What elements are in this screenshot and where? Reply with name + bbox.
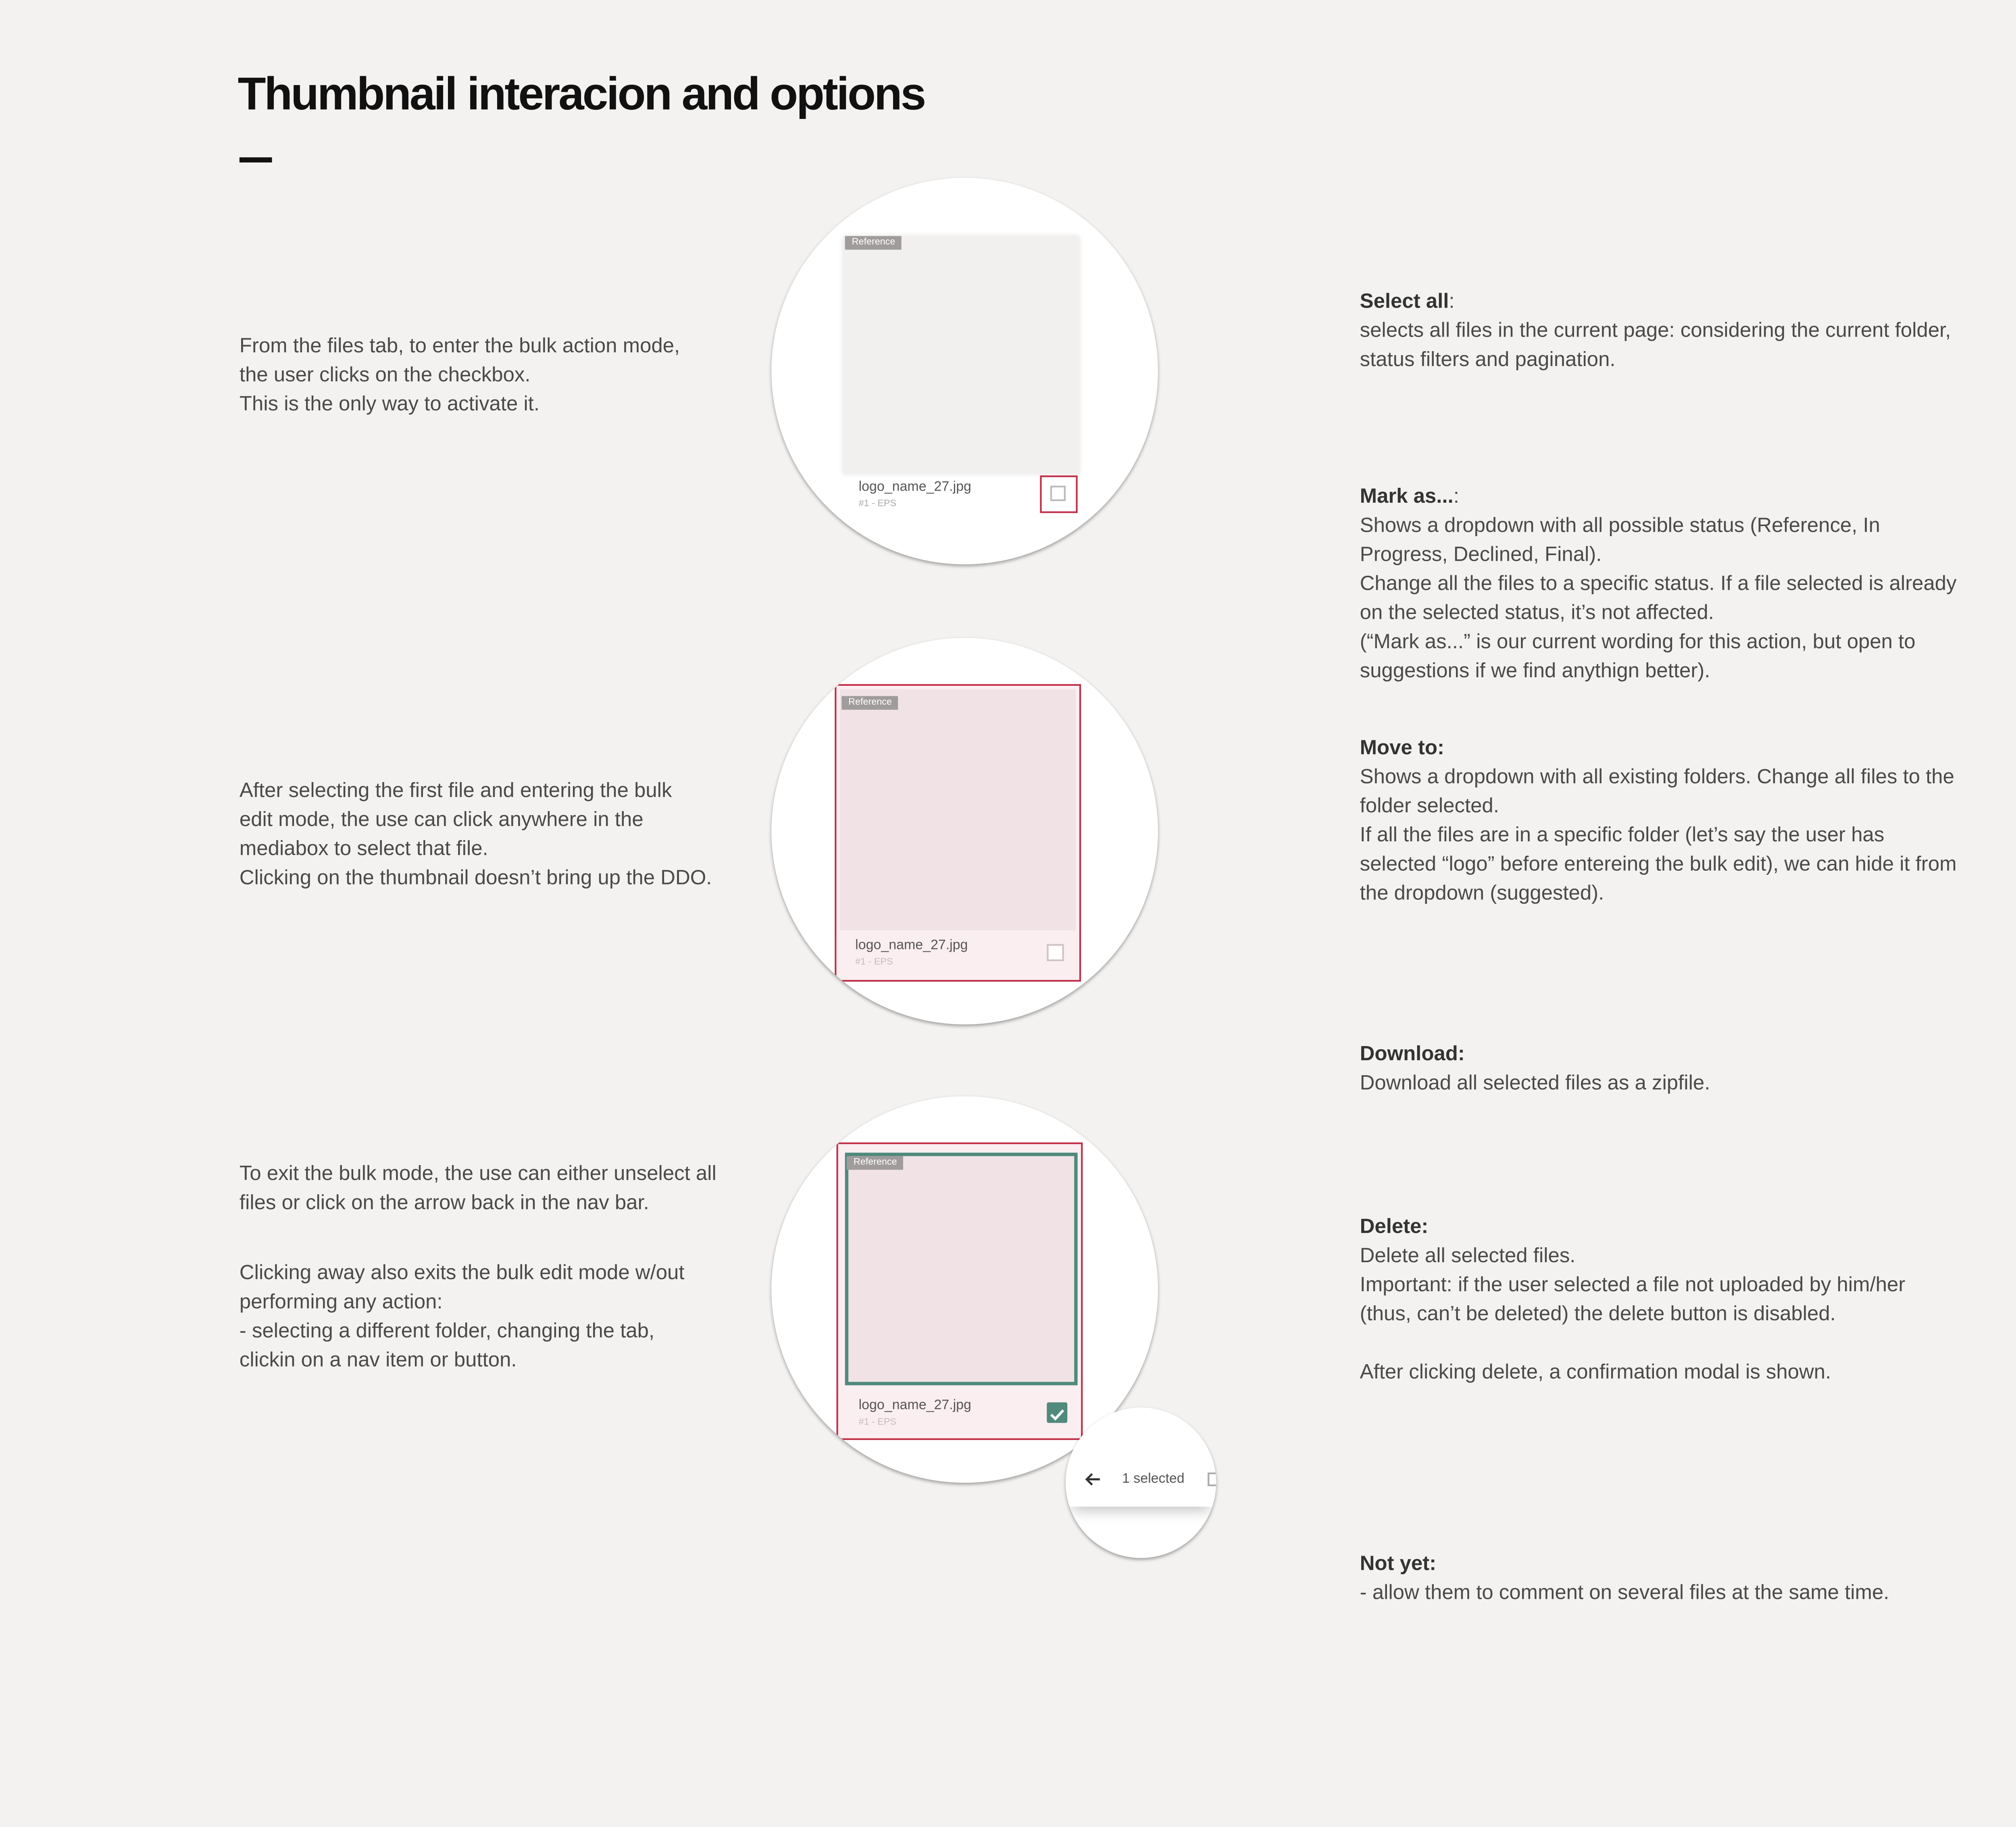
click-away-text: Clicking away also exits the bulk edit mode w/out performing any action: - selecting a different folder, changing the tab, clickin on a nav item or button. — [239, 1260, 685, 1372]
arrow-back-icon[interactable] — [1085, 1471, 1102, 1488]
delete-description — [1360, 1184, 1993, 1416]
file-name: logo_name_27.jpg — [858, 1397, 971, 1413]
not-yet-heading: Not yet: — [1360, 1551, 1437, 1575]
file-name: logo_name_27.jpg — [855, 937, 968, 953]
exit-bulk-text: To exit the bulk mode, the use can either unselect all files or click on the arrow back in the nav bar. — [239, 1161, 716, 1215]
thumbnail-image — [840, 689, 1076, 930]
bulk-mode-entry-text: From the files tab, to enter the bulk action mode, the user clicks on the checkbox. This is the only way to activate it. — [239, 333, 680, 416]
status-tag: Reference — [847, 1156, 904, 1170]
heading-colon: : — [1449, 289, 1455, 313]
selected-count: 1 selected — [1122, 1471, 1185, 1486]
delete-body: Delete all selected files. Important: if the user selected a file not uploaded by him/her (thus, can’t be deleted) the delete button is disabled. After clicking delete, a confirmation modal is shown. — [1360, 1243, 1906, 1384]
select-all-heading: Select all — [1360, 289, 1449, 313]
download-description — [1360, 1011, 1993, 1127]
checkbox-highlight — [1040, 475, 1077, 513]
select-all-checkbox-partial[interactable] — [1208, 1473, 1216, 1486]
move-to-body: Shows a dropdown with all existing folders. Change all files to the folder selected. If all the files are in a specific folder (let’s say the user has selected “logo” before entereing the bulk edit), we can hide it from the dropdown (suggested). — [1360, 764, 1957, 905]
thumbnail-bulk-hover-zoom — [771, 638, 1158, 1024]
select-all-description — [1360, 258, 1993, 404]
title-underline — [240, 157, 272, 162]
file-meta: #1 - EPS — [858, 1417, 897, 1428]
mediabox-selected[interactable] — [836, 1142, 1083, 1440]
file-checkbox[interactable] — [1047, 944, 1064, 961]
file-meta: #1 - EPS — [858, 499, 897, 510]
download-heading: Download: — [1360, 1041, 1465, 1065]
bulk-select-text: After selecting the first file and entering the bulk edit mode, the use can click anywhere in the mediabox to select that file. Clicking on the thumbnail doesn’t bring up the DDO. — [239, 778, 712, 889]
page-title: Thumbnail interacion and options — [237, 68, 925, 120]
file-checkbox-checked[interactable] — [1047, 1403, 1067, 1423]
mediabox[interactable] — [835, 684, 1081, 982]
thumbnail-unselected-zoom — [771, 178, 1158, 564]
file-name: logo_name_27.jpg — [858, 479, 971, 495]
heading-colon: : — [1453, 484, 1459, 508]
status-tag: Reference — [845, 236, 902, 250]
select-all-body: selects all files in the current page: considering the current folder, status filters and pagination. — [1360, 318, 1951, 371]
not-yet-body: - allow them to comment on several files at the same time. — [1360, 1580, 1889, 1604]
check-icon — [1047, 1404, 1067, 1425]
file-checkbox[interactable] — [1050, 486, 1066, 501]
file-meta: #1 - EPS — [855, 957, 893, 968]
download-body: Download all selected files as a zipfile. — [1360, 1070, 1710, 1095]
delete-heading: Delete: — [1360, 1214, 1429, 1238]
mark-as-description — [1360, 453, 1993, 715]
move-to-description — [1360, 705, 1993, 937]
navbar-strip — [1066, 1452, 1216, 1507]
thumbnail-image[interactable] — [843, 236, 1079, 474]
mark-as-heading: Mark as... — [1360, 484, 1454, 508]
mark-as-body: Shows a dropdown with all possible status (Reference, In Progress, Declined, Final). Change all the files to a specific status. If a file selected is already on the selected status, it’s not affected. (“Mark as...” is our current wording for this action, but open to suggestions if we find anythign better). — [1360, 513, 1957, 683]
not-yet-description — [1360, 1520, 1993, 1636]
thumbnail-image-selected — [845, 1153, 1078, 1385]
status-tag: Reference — [841, 696, 899, 710]
navbar-selection-zoom — [1066, 1407, 1216, 1558]
move-to-heading: Move to: — [1360, 735, 1444, 760]
